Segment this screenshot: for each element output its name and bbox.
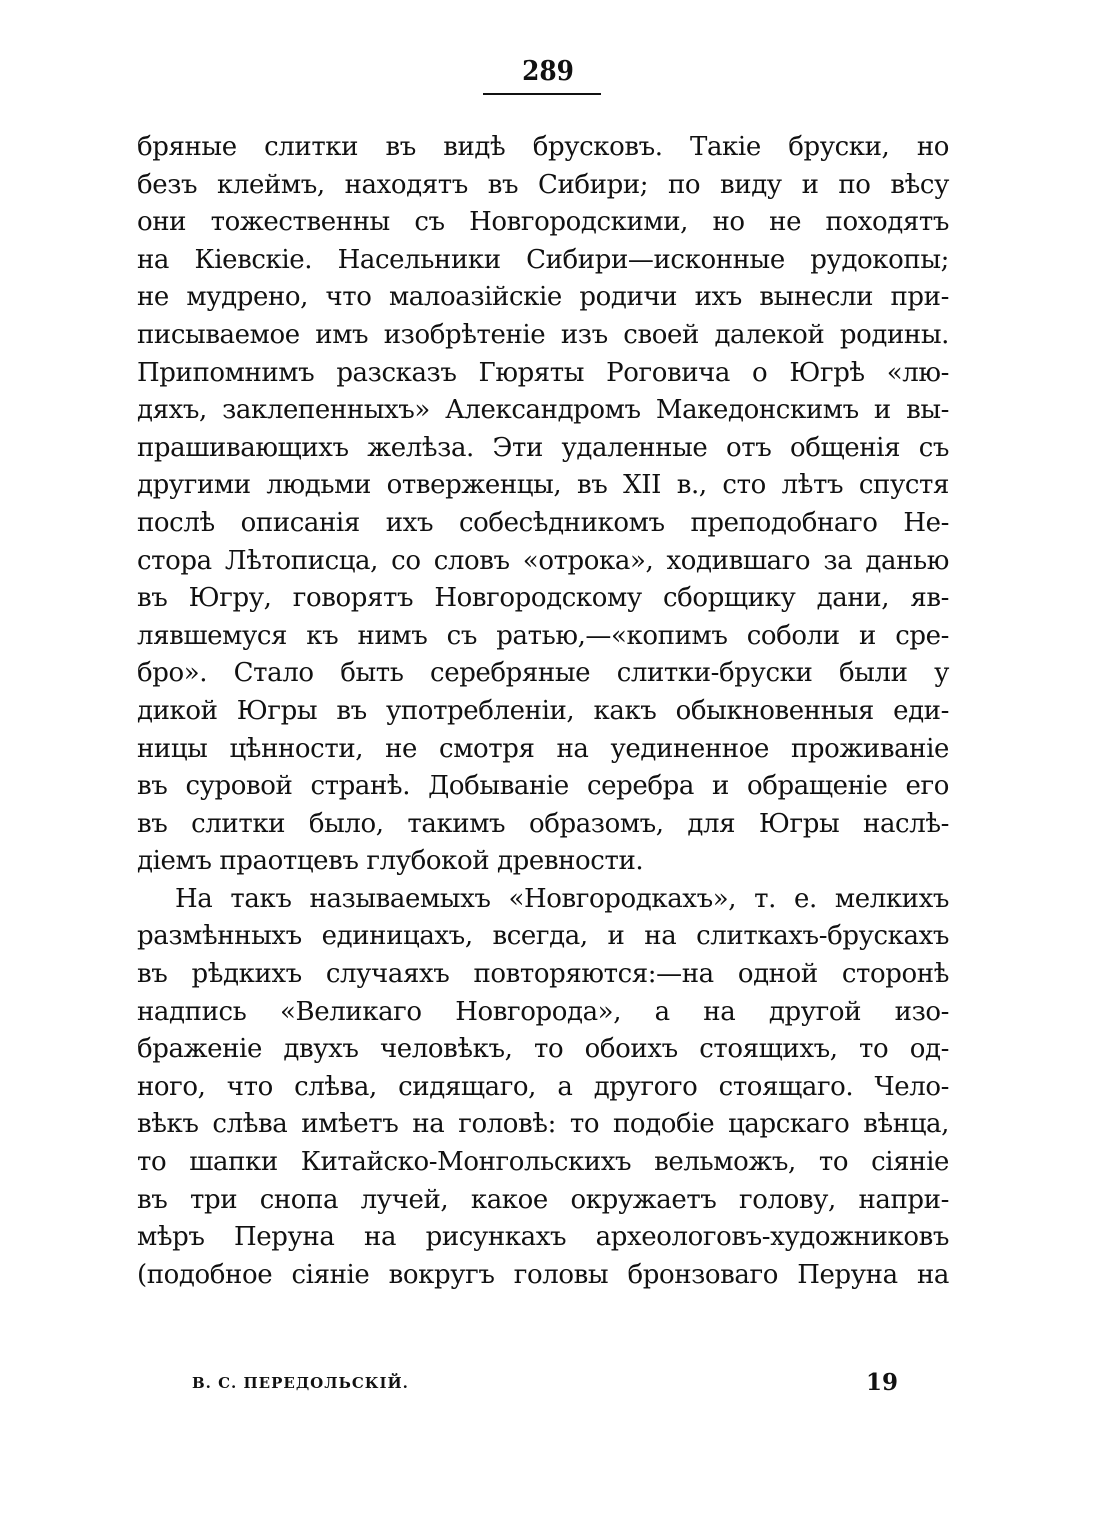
text-line: дяхъ, заклепенныхъ» Александромъ Македонскимъ и вы- [137, 395, 949, 426]
text-line: прашивающихъ желѣза. Эти удаленные отъ общенія съ [137, 432, 949, 463]
text-line: писываемое имъ изобрѣтеніе изъ своей далекой родины. [137, 319, 949, 350]
page-footer [192, 1369, 898, 1404]
text-line: дикой Югры въ употребленіи, какъ обыкновенныя еди- [137, 695, 949, 726]
text-line: безъ клеймъ, находятъ въ Сибири; по виду и по вѣсу [137, 169, 949, 200]
text-line: бряные слитки въ видѣ брусковъ. Такіе бруски, но [137, 132, 949, 162]
body-text [137, 129, 949, 1294]
text-line: послѣ описанія ихъ собесѣдникомъ преподобнаго Не- [137, 507, 949, 538]
text-line: лявшемуся къ нимъ съ ратью,—«копимъ соболи и сре- [137, 620, 949, 651]
text-line: размѣнныхъ единицахъ, всегда, и на слиткахъ-брускахъ [137, 921, 949, 952]
text-line: въ рѣдкихъ случаяхъ повторяются:—на одной сторонѣ [137, 959, 949, 990]
text-line: они тожественны съ Новгородскими, но не походятъ [137, 207, 949, 238]
text-line: въ слитки было, такимъ образомъ, для Югры наслѣ- [137, 808, 949, 839]
text-line: бро». Стало быть серебряные слитки-бруски были у [137, 658, 949, 689]
text-line: то шапки Китайско-Монгольскихъ вельможъ, то сіяніе [137, 1147, 949, 1178]
text-line: (подобное сіяніе вокругъ головы бронзоваго Перуна на [137, 1259, 949, 1290]
text-line: діемъ праотцевъ глубокой древности. [137, 846, 644, 877]
text-line: На такъ называемыхъ «Новгородкахъ», т. е. мелкихъ [175, 883, 949, 914]
text-line: не мудрено, что малоазійскіе родичи ихъ вынесли при- [137, 282, 949, 313]
text-line: надпись «Великаго Новгорода», а на другой изо- [137, 996, 949, 1027]
text-line: другими людьми отверженцы, въ XII в., сто лѣтъ спустя [137, 470, 949, 501]
text-line: браженіе двухъ человѣкъ, то обоихъ стоящихъ, то од- [137, 1034, 949, 1065]
text-line: на Кіевскіе. Насельники Сибири—исконные рудокопы; [137, 244, 949, 275]
author-signature: В. С. ПЕРЕДОЛЬСКІЙ. [192, 1374, 409, 1392]
text-line: Припомнимъ разсказъ Гюряты Роговича о Югрѣ «лю- [137, 357, 949, 388]
text-line: въ суровой странѣ. Добываніе серебра и обращеніе его [137, 771, 949, 802]
page-number: 289 [522, 56, 574, 87]
text-line: вѣкъ слѣва имѣетъ на головѣ: то подобіе царскаго вѣнца, [137, 1109, 949, 1140]
header-rule [483, 93, 601, 95]
text-line: ницы цѣнности, не смотря на уединенное проживаніе [137, 733, 949, 764]
sheet-number: 19 [865, 1369, 898, 1396]
text-line: мѣръ Перуна на рисункахъ археологовъ-художниковъ [137, 1222, 949, 1253]
text-line: ного, что слѣва, сидящаго, а другого стоящаго. Чело- [137, 1071, 949, 1102]
text-line: стора Лѣтописца, со словъ «отрока», ходившаго за данью [137, 545, 949, 576]
text-line: въ три снопа лучей, какое окружаетъ голову, напри- [137, 1184, 949, 1215]
text-line: въ Югру, говорятъ Новгородскому сборщику дани, яв- [137, 583, 949, 614]
